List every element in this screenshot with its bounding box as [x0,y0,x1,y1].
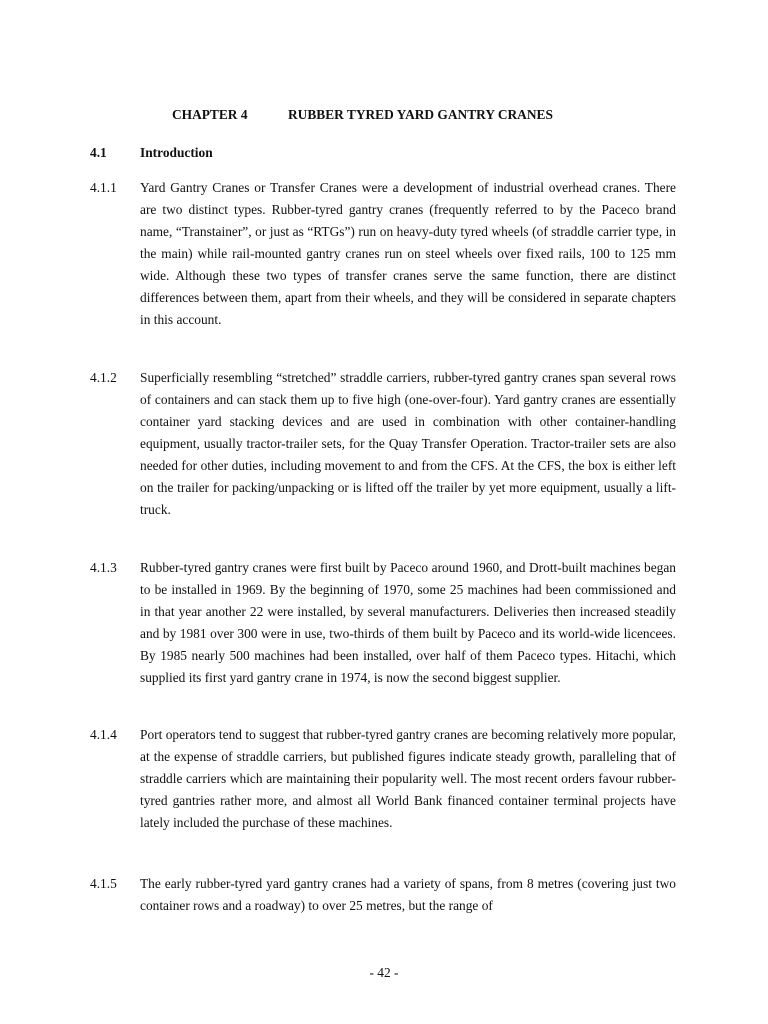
paragraph-number: 4.1.1 [90,180,117,195]
paragraph [90,177,676,331]
paragraph-text: Rubber-tyred gantry cranes were first built by Paceco around 1960, and Drott-built machines began to be installed in 1969. By the beginning of 1970, some 25 machines had been commissioned and in that year another 22 were installed, by several manufacturers. Deliveries then increased steadily and by 1981 over 300 were in use, two-thirds of them built by Paceco and its world-wide licencees. By 1985 nearly 500 machines had been installed, over half of them Paceco types. Hitachi, which supplied its first yard gantry crane in 1974, is now the second biggest supplier. [140,560,676,685]
paragraph-text: Superficially resembling “stretched” straddle carriers, rubber-tyred gantry cranes span several rows of containers and can stack them up to five high (one-over-four). Yard gantry cranes are essentially container yard stacking devices and are used in combination with other container-handling equipment, usually tractor-trailer sets, for the Quay Transfer Operation. Tractor-trailer sets are also needed for other duties, including movement to and from the CFS. At the CFS, the box is either left on the trailer for packing/unpacking or is lifted off the trailer by yet more equipment, usually a lift-truck. [140,370,676,517]
chapter-heading [172,106,553,124]
paragraph-number: 4.1.4 [90,727,117,742]
paragraph [90,873,676,917]
paragraph-text: The early rubber-tyred yard gantry cranes had a variety of spans, from 8 metres (covering just two container rows and a roadway) to over 25 metres, but the range of [140,876,676,913]
paragraph [90,557,676,689]
chapter-title: RUBBER TYRED YARD GANTRY CRANES [288,107,553,122]
page-number: - 42 - [369,965,399,980]
paragraph [90,724,676,834]
section-title: Introduction [140,145,213,160]
chapter-label: CHAPTER 4 [172,107,248,122]
section-heading [90,144,213,162]
section-number: 4.1 [90,145,107,160]
paragraph-text: Port operators tend to suggest that rubber-tyred gantry cranes are becoming relatively more popular, at the expense of straddle carriers, but published figures indicate steady growth, paralleling that of straddle carriers which are maintaining their popularity well. The most recent orders favour rubber-tyred gantries rather more, and almost all World Bank financed container terminal projects have lately included the purchase of these machines. [140,727,676,830]
paragraph-text: Yard Gantry Cranes or Transfer Cranes were a development of industrial overhead cranes. There are two distinct types. Rubber-tyred gantry cranes (frequently referred to by the Paceco brand name, “Transtainer”, or just as “RTGs”) run on heavy-duty tyred wheels (of straddle carrier type, in the main) while rail-mounted gantry cranes run on steel wheels over fixed rails, 100 to 125 mm wide. Although these two types of transfer cranes serve the same function, there are distinct differences between them, apart from their wheels, and they will be considered in separate chapters in this account. [140,180,676,327]
paragraph-number: 4.1.3 [90,560,117,575]
paragraph [90,367,676,521]
paragraph-number: 4.1.5 [90,876,117,891]
paragraph-number: 4.1.2 [90,370,117,385]
